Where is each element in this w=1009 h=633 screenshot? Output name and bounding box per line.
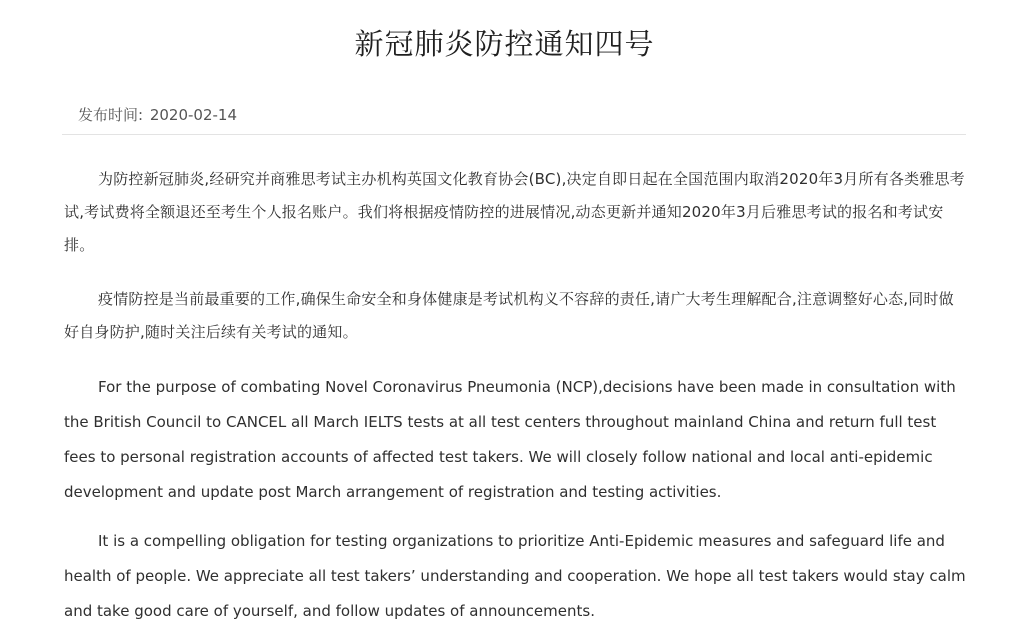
paragraph-cn-2: 疫情防控是当前最重要的工作,确保生命安全和身体健康是考试机构义不容辞的责任,请广大考生理解配合,注意调整好心态,同时做好自身防护,随时关注后续有关考试的通知。 [64,290,954,341]
paragraph-en-2: It is a compelling obligation for testing organizations to prioritize Anti-Epidemic measures and safeguard life and health of people. We appreciate all test takers’ understanding and cooperation. We hope all test takers would stay calm and take good care of yourself, and follow updates of announcements. [64,532,966,620]
publish-meta [78,104,237,125]
paragraph-en-1: For the purpose of combating Novel Coronavirus Pneumonia (NCP),decisions have been made in consultation with the British Council to CANCEL all March IELTS tests at all test centers throughout mainland China and return full test fees to personal registration accounts of affected test takers. We will closely follow national and local anti-epidemic development and update post March arrangement of registration and testing activities. [64,378,956,501]
publish-date: 2020-02-14 [149,106,238,124]
page-title: 新冠肺炎防控通知四号 [354,27,655,61]
publish-label: 发布时间: [78,106,144,124]
paragraph-cn-1: 为防控新冠肺炎,经研究并商雅思考试主办机构英国文化教育协会(BC),决定自即日起在全国范围内取消2020年3月所有各类雅思考试,考试费将全额退还至考生个人报名账户。我们将根据疫情防控的进展情况,动态更新并通知2020年3月后雅思考试的报名和考试安排。 [64,170,965,254]
header-divider [62,134,966,135]
